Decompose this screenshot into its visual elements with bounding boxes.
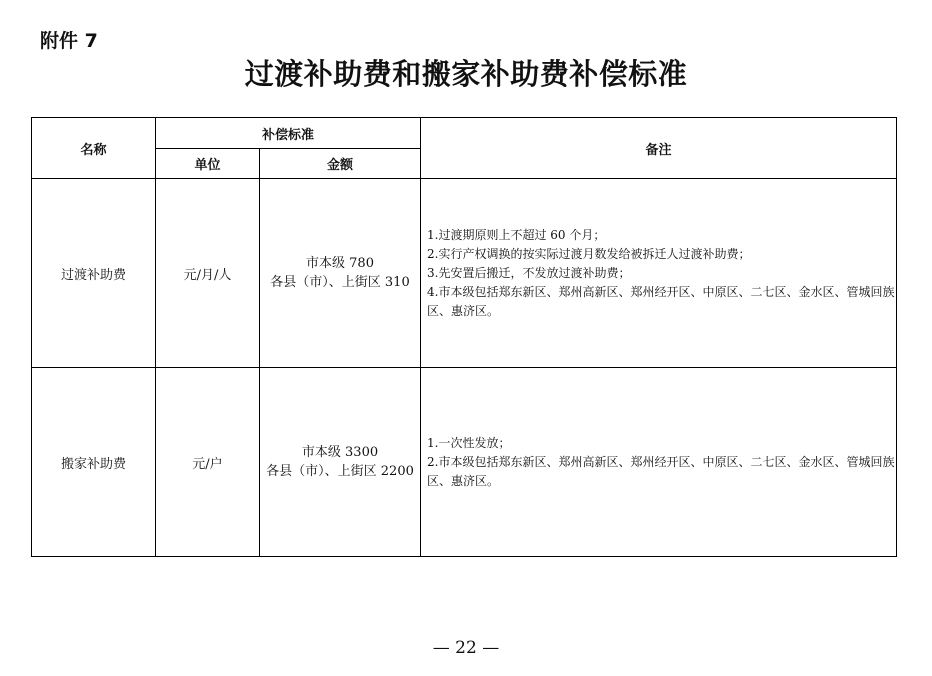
- row-unit: 元/月/人: [156, 179, 260, 368]
- note-line: 1.过渡期原则上不超过 60 个月；: [427, 227, 606, 242]
- amount-line: 市本级 780: [306, 256, 374, 271]
- row-amount: [260, 179, 421, 368]
- row-notes: [421, 368, 897, 557]
- note-line: 2.实行产权调换的按实际过渡月数发给被拆迁人过渡补助费；: [427, 246, 751, 261]
- amount-line: 各县（市）、上街区 2200: [266, 464, 414, 479]
- table-row: [32, 179, 897, 368]
- note-line: 4.市本级包括郑东新区、郑州高新区、郑州经开区、中原区、二七区、金水区、管城回族区、惠济区。: [427, 284, 895, 318]
- compensation-standard-table: [31, 117, 897, 557]
- amount-line: 市本级 3300: [301, 445, 379, 460]
- note-line: 2.市本级包括郑东新区、郑州高新区、郑州经开区、中原区、二七区、金水区、管城回族区、惠济区。: [427, 454, 895, 488]
- attachment-label: 附件 7: [40, 30, 98, 52]
- header-name: 名称: [32, 118, 156, 179]
- page-number: — 22 —: [432, 638, 500, 658]
- table-row: [32, 368, 897, 557]
- header-standard-group: 补偿标准: [156, 118, 421, 149]
- row-notes: [421, 179, 897, 368]
- row-name: 搬家补助费: [32, 368, 156, 557]
- document-title: 过渡补助费和搬家补助费补偿标准: [244, 57, 688, 91]
- amount-line: 各县（市）、上街区 310: [270, 275, 410, 290]
- row-amount: [260, 368, 421, 557]
- header-remarks: 备注: [421, 118, 897, 179]
- header-unit: 单位: [156, 149, 260, 179]
- header-amount: 金额: [260, 149, 421, 179]
- row-unit: 元/户: [156, 368, 260, 557]
- row-name: 过渡补助费: [32, 179, 156, 368]
- note-line: 3.先安置后搬迁，不发放过渡补助费；: [427, 265, 631, 280]
- note-line: 1.一次性发放；: [427, 435, 511, 450]
